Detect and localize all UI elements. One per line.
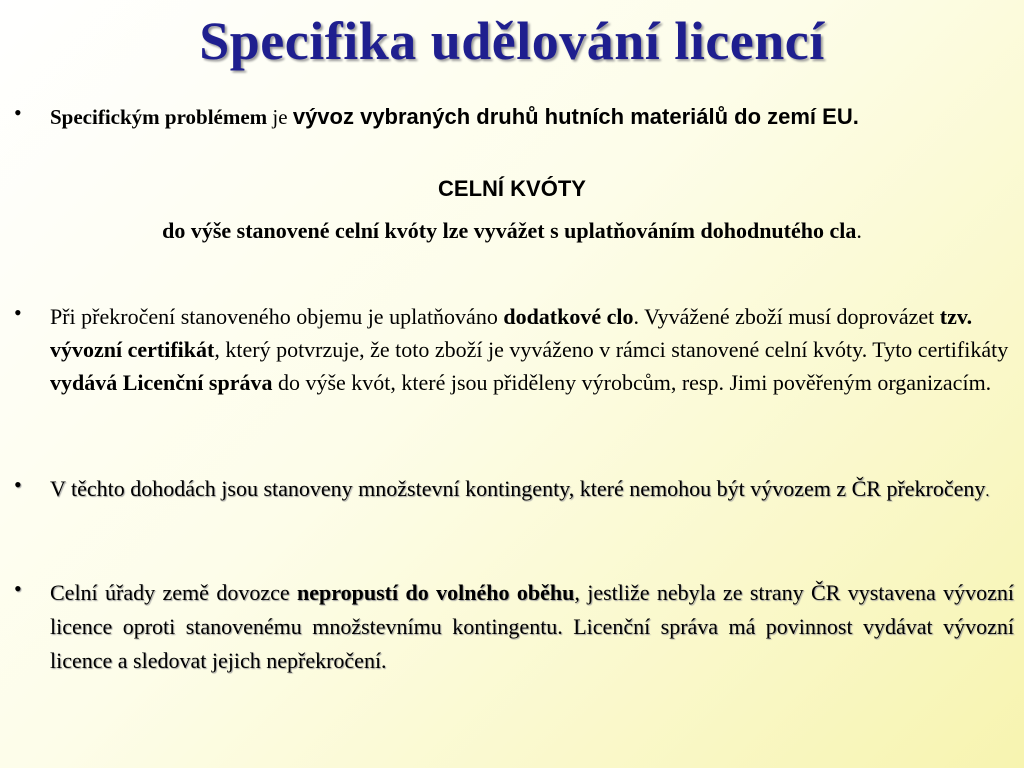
bullet-dodatkove-clo	[14, 300, 1014, 399]
bullet-export-problem	[14, 100, 1014, 134]
bullet-lead-bold: Specifickým problémem	[50, 105, 268, 129]
bullet-connector: je	[267, 105, 293, 129]
bullet-celni-urady	[14, 576, 1014, 678]
bullet-marker: •	[14, 576, 22, 601]
bullet-marker: •	[14, 300, 22, 325]
bold-neprepusti: nepropustí do volného oběhu	[297, 580, 575, 605]
bullet-text-part: Celní úřady země dovozce	[50, 580, 298, 605]
celni-kvoty-period: .	[856, 218, 862, 243]
bold-licencni-sprava: vydává Licenční správa	[50, 370, 273, 395]
bullet-text-part: V těchto dohodách jsou stanoveny množstevní kontingenty, které nemohou být vývozem z ČR překročeny	[50, 476, 986, 501]
bullet-text-part: , jestliže nebyla ze strany ČR vystavena vývozní licence oproti stanovenému množstevnímu kontingentu. Licenční správa má povinnost vydávat vývozní licence a sledovat jejich nepřekročení.	[50, 580, 1014, 673]
slide-title: Specifika udělování licencí	[199, 11, 825, 71]
bold-vyvozni-certifikat: tzv. vývozní certifikát	[50, 304, 973, 362]
bullet-text	[50, 576, 1014, 678]
bold-dodatkove-clo: dodatkové clo	[503, 304, 634, 329]
bullet-export-text: vývoz vybraných druhů hutních materiálů do zemí EU.	[292, 104, 859, 129]
bullet-marker: •	[14, 100, 22, 125]
bullet-text-part: , který potvrzuje, že toto zboží je vyváženo v rámci stanovené celní kvóty. Tyto certifikáty	[214, 337, 1009, 362]
celni-kvoty-text: do výše stanovené celní kvóty lze vyvážet s uplatňováním dohodnutého cla	[162, 218, 857, 243]
bullet-marker: •	[14, 472, 22, 497]
bullet-kontingenty	[14, 472, 1014, 508]
bullet-text-part: . Vyvážené zboží musí doprovázet	[633, 304, 940, 329]
bullet-text	[50, 472, 1014, 508]
celni-kvoty-description	[0, 218, 1024, 244]
bullet-text-part: do výše kvót, které jsou přiděleny výrobcům, resp. Jimi pověřeným organizacím.	[272, 370, 992, 395]
bullet-text-part: Při překročení stanoveného objemu je uplatňováno	[50, 304, 504, 329]
bullet-period: .	[985, 483, 990, 500]
bullet-text	[50, 100, 1014, 134]
bullet-text	[50, 300, 1014, 399]
celni-kvoty-heading: CELNÍ KVÓTY	[438, 176, 586, 201]
